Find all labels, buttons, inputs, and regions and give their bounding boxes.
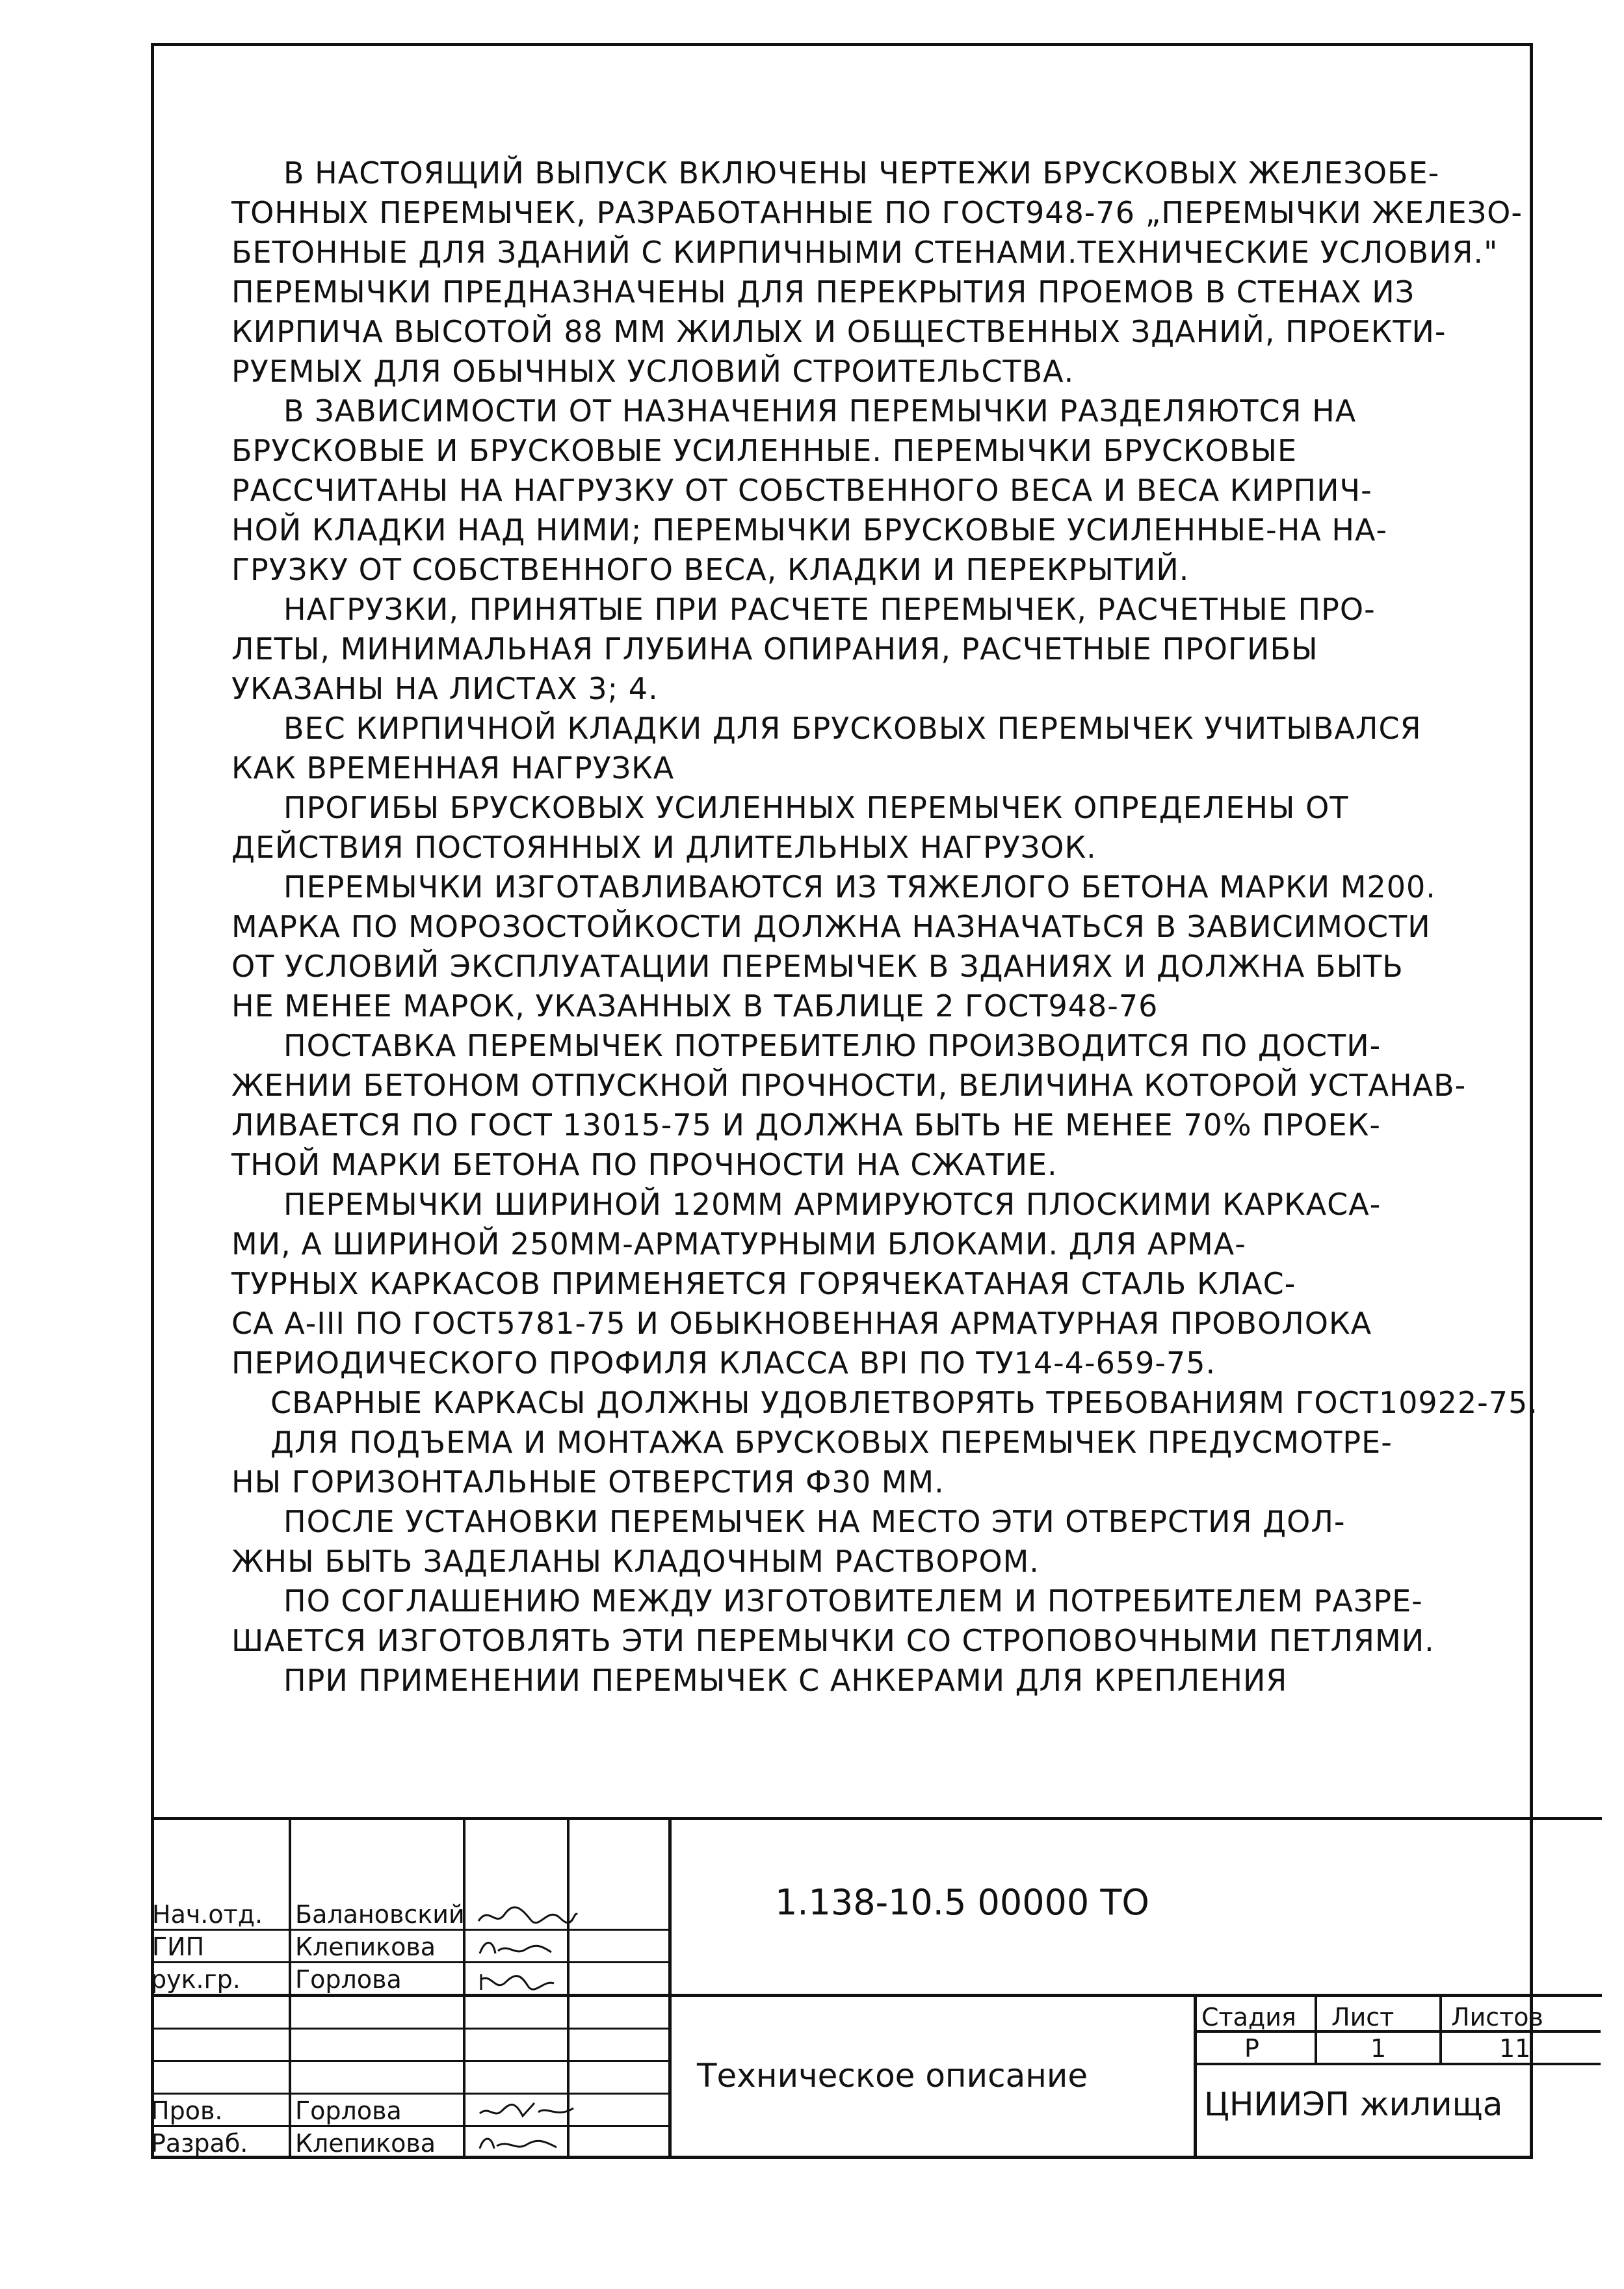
- text-line: ЛИВАЕТСЯ ПО ГОСТ 13015-75 И ДОЛЖНА БЫТЬ НЕ МЕНЕЕ 70% ПРОЕК-: [231, 1107, 1382, 1143]
- text-line: В НАСТОЯЩИЙ ВЫПУСК ВКЛЮЧЕНЫ ЧЕРТЕЖИ БРУСКОВЫХ ЖЕЛЕЗОБЕ-: [283, 155, 1440, 191]
- role-head-of-dept: Нач.отд.: [152, 1900, 263, 1929]
- text-line: ПОСЛЕ УСТАНОВКИ ПЕРЕМЫЧЕК НА МЕСТО ЭТИ ОТВЕРСТИЯ ДОЛ-: [283, 1504, 1346, 1539]
- text-line: СА А-III ПО ГОСТ5781-75 И ОБЫКНОВЕННАЯ АРМАТУРНАЯ ПРОВОЛОКА: [231, 1306, 1372, 1341]
- name-checked: Горлова: [295, 2097, 402, 2125]
- title-block: [151, 1817, 1602, 2159]
- document-title: Техническое описание: [697, 2057, 1088, 2095]
- text-line: ГРУЗКУ ОТ СОБСТВЕННОГО ВЕСА, КЛАДКИ И ПЕРЕКРЫТИЙ.: [231, 552, 1190, 587]
- text-line: МАРКА ПО МОРОЗОСТОЙКОСТИ ДОЛЖНА НАЗНАЧАТЬСЯ В ЗАВИСИМОСТИ: [231, 909, 1431, 944]
- text-line: ТОННЫХ ПЕРЕМЫЧЕК, РАЗРАБОТАННЫЕ ПО ГОСТ948-76 „ПЕРЕМЫЧКИ ЖЕЛЕЗО-: [231, 195, 1523, 230]
- text-line: НЫ ГОРИЗОНТАЛЬНЫЕ ОТВЕРСТИЯ Ф30 ММ.: [231, 1464, 945, 1500]
- text-line: НАГРУЗКИ, ПРИНЯТЫЕ ПРИ РАСЧЕТЕ ПЕРЕМЫЧЕК, РАСЧЕТНЫЕ ПРО-: [283, 592, 1376, 627]
- text-line: НЕ МЕНЕЕ МАРОК, УКАЗАННЫХ В ТАБЛИЦЕ 2 ГОСТ948-76: [231, 988, 1159, 1024]
- technical-description-text: [231, 153, 1538, 1700]
- text-line: ТНОЙ МАРКИ БЕТОНА ПО ПРОЧНОСТИ НА СЖАТИЕ.: [231, 1147, 1058, 1182]
- text-line: РАССЧИТАНЫ НА НАГРУЗКУ ОТ СОБСТВЕННОГО ВЕСА И ВЕСА КИРПИЧ-: [231, 473, 1372, 508]
- signature-icon: [476, 2097, 580, 2125]
- text-line: ДЛЯ ПОДЪЕМА И МОНТАЖА БРУСКОВЫХ ПЕРЕМЫЧЕК ПРЕДУСМОТРЕ-: [270, 1425, 1393, 1460]
- text-line: ПОСТАВКА ПЕРЕМЫЧЕК ПОТРЕБИТЕЛЮ ПРОИЗВОДИТСЯ ПО ДОСТИ-: [283, 1028, 1382, 1063]
- sheets-header: Листов: [1451, 2003, 1543, 2031]
- name-head-of-dept: Балановский: [295, 1900, 465, 1929]
- text-line: ПЕРЕМЫЧКИ ПРЕДНАЗНАЧЕНЫ ДЛЯ ПЕРЕКРЫТИЯ ПРОЕМОВ В СТЕНАХ ИЗ: [231, 274, 1415, 310]
- text-line: ПЕРЕМЫЧКИ ШИРИНОЙ 120ММ АРМИРУЮТСЯ ПЛОСКИМИ КАРКАСА-: [283, 1187, 1382, 1222]
- organisation-name: ЦНИИЭП жилища: [1204, 2085, 1503, 2123]
- text-line: В ЗАВИСИМОСТИ ОТ НАЗНАЧЕНИЯ ПЕРЕМЫЧКИ РАЗДЕЛЯЮТСЯ НА: [283, 393, 1357, 429]
- role-chief-engineer: ГИП: [152, 1933, 205, 1961]
- stage-header: Стадия: [1201, 2003, 1296, 2031]
- text-line: КИРПИЧА ВЫСОТОЙ 88 ММ ЖИЛЫХ И ОБЩЕСТВЕННЫХ ЗДАНИЙ, ПРОЕКТИ-: [231, 314, 1447, 349]
- text-line: ВЕС КИРПИЧНОЙ КЛАДКИ ДЛЯ БРУСКОВЫХ ПЕРЕМЫЧЕК УЧИТЫВАЛСЯ: [283, 711, 1422, 746]
- signature-icon: [476, 1901, 580, 1930]
- text-line: ЛЕТЫ, МИНИМАЛЬНАЯ ГЛУБИНА ОПИРАНИЯ, РАСЧЕТНЫЕ ПРОГИБЫ: [231, 631, 1318, 667]
- text-line: ПРОГИБЫ БРУСКОВЫХ УСИЛЕННЫХ ПЕРЕМЫЧЕК ОПРЕДЕЛЕНЫ ОТ: [283, 790, 1349, 825]
- sheet-value: 1: [1370, 2034, 1387, 2063]
- text-line: ПО СОГЛАШЕНИЮ МЕЖДУ ИЗГОТОВИТЕЛЕМ И ПОТРЕБИТЕЛЕМ РАЗРЕ-: [283, 1583, 1423, 1619]
- text-line: ТУРНЫХ КАРКАСОВ ПРИМЕНЯЕТСЯ ГОРЯЧЕКАТАНАЯ СТАЛЬ КЛАС-: [231, 1266, 1296, 1301]
- signature-icon: [476, 2129, 580, 2158]
- role-checked: Пров.: [151, 2097, 223, 2125]
- text-line: ШАЕТСЯ ИЗГОТОВЛЯТЬ ЭТИ ПЕРЕМЫЧКИ СО СТРОПОВОЧНЫМИ ПЕТЛЯМИ.: [231, 1623, 1435, 1658]
- text-line: ПЕРЕМЫЧКИ ИЗГОТАВЛИВАЮТСЯ ИЗ ТЯЖЕЛОГО БЕТОНА МАРКИ М200.: [283, 869, 1436, 905]
- text-line: РУЕМЫХ ДЛЯ ОБЫЧНЫХ УСЛОВИЙ СТРОИТЕЛЬСТВА.: [231, 354, 1075, 389]
- text-line: ОТ УСЛОВИЙ ЭКСПЛУАТАЦИИ ПЕРЕМЫЧЕК В ЗДАНИЯХ И ДОЛЖНА БЫТЬ: [231, 949, 1404, 984]
- document-code: 1.138-10.5 00000 ТО: [775, 1882, 1149, 1923]
- text-line: ЖНЫ БЫТЬ ЗАДЕЛАНЫ КЛАДОЧНЫМ РАСТВОРОМ.: [231, 1544, 1040, 1579]
- text-line: БЕТОННЫЕ ДЛЯ ЗДАНИЙ С КИРПИЧНЫМИ СТЕНАМИ.ТЕХНИЧЕСКИЕ УСЛОВИЯ.": [231, 235, 1499, 270]
- text-line: УКАЗАНЫ НА ЛИСТАХ 3; 4.: [231, 671, 659, 706]
- text-line: ПЕРИОДИЧЕСКОГО ПРОФИЛЯ КЛАССА ВРI ПО ТУ14-4-659-75.: [231, 1345, 1216, 1381]
- name-developed: Клепикова: [295, 2129, 436, 2158]
- name-chief-engineer: Клепикова: [295, 1933, 436, 1961]
- text-line: МИ, А ШИРИНОЙ 250ММ-АРМАТУРНЫМИ БЛОКАМИ. ДЛЯ АРМА-: [231, 1226, 1246, 1262]
- role-developed: Разраб.: [151, 2129, 248, 2158]
- signature-icon: [476, 1966, 580, 1995]
- role-group-leader: рук.гр.: [151, 1965, 241, 1994]
- text-line: СВАРНЫЕ КАРКАСЫ ДОЛЖНЫ УДОВЛЕТВОРЯТЬ ТРЕБОВАНИЯМ ГОСТ10922-75.: [270, 1385, 1538, 1420]
- text-line: ДЕЙСТВИЯ ПОСТОЯННЫХ И ДЛИТЕЛЬНЫХ НАГРУЗОК.: [231, 830, 1097, 865]
- text-line: ЖЕНИИ БЕТОНОМ ОТПУСКНОЙ ПРОЧНОСТИ, ВЕЛИЧИНА КОТОРОЙ УСТАНАВ-: [231, 1068, 1467, 1103]
- text-line: КАК ВРЕМЕННАЯ НАГРУЗКА: [231, 750, 675, 786]
- name-group-leader: Горлова: [295, 1965, 402, 1994]
- text-line: ПРИ ПРИМЕНЕНИИ ПЕРЕМЫЧЕК С АНКЕРАМИ ДЛЯ КРЕПЛЕНИЯ: [283, 1663, 1288, 1698]
- signature-icon: [476, 1934, 580, 1963]
- stage-value: Р: [1244, 2034, 1259, 2063]
- text-line: БРУСКОВЫЕ И БРУСКОВЫЕ УСИЛЕННЫЕ. ПЕРЕМЫЧКИ БРУСКОВЫЕ: [231, 433, 1298, 468]
- sheets-value: 11: [1499, 2034, 1531, 2063]
- sheet-header: Лист: [1331, 2003, 1395, 2031]
- text-line: НОЙ КЛАДКИ НАД НИМИ; ПЕРЕМЫЧКИ БРУСКОВЫЕ УСИЛЕННЫЕ-НА НА-: [231, 512, 1388, 548]
